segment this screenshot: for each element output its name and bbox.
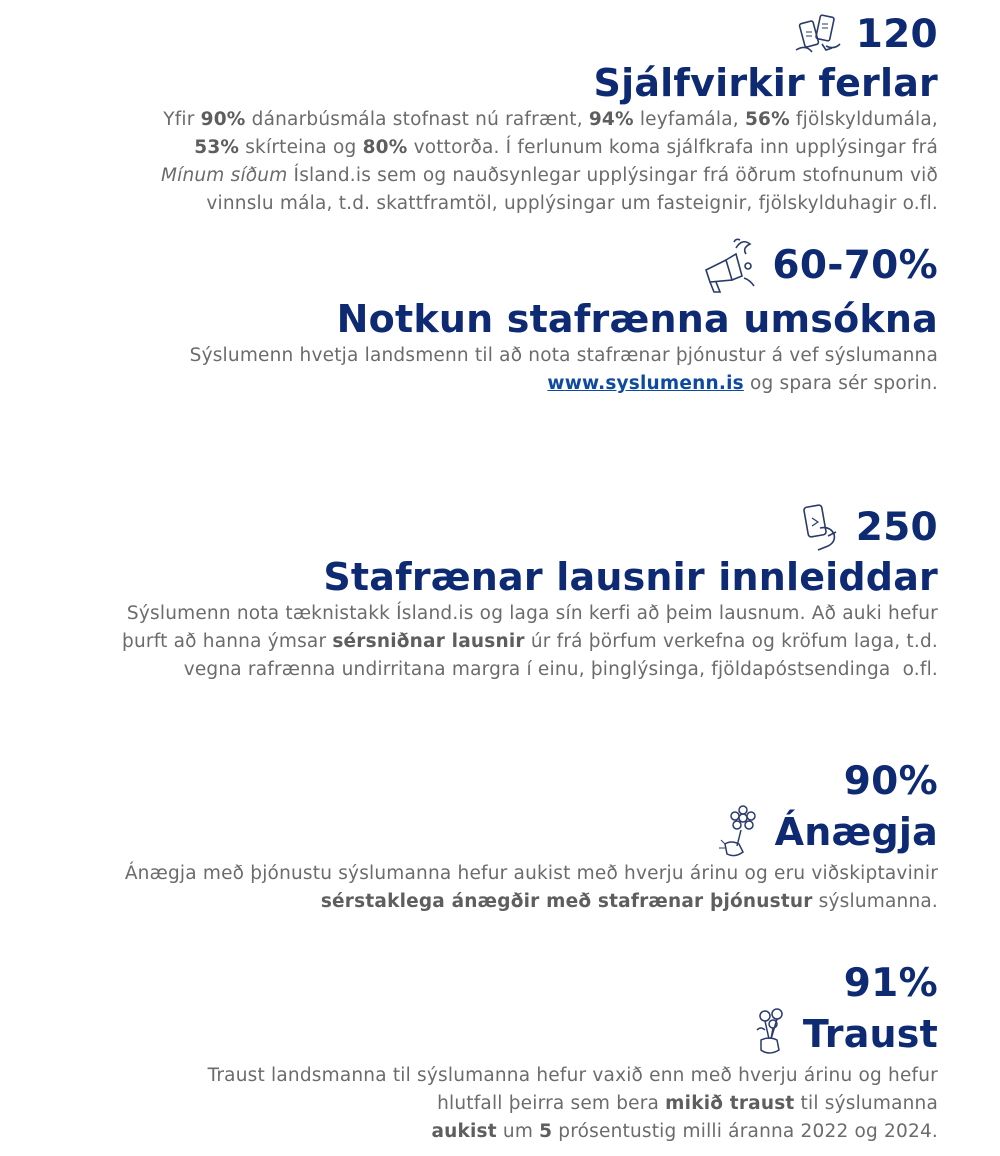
- bold-text: 80%: [362, 137, 408, 158]
- stat-value: 90%: [843, 759, 938, 804]
- body-line: [125, 888, 938, 916]
- website-link[interactable]: www.syslumenn.is: [547, 373, 744, 394]
- text: Ánægja með þjónustu sýslumanna hefur aukist með hverju árinu og eru viðskiptavinir: [124, 863, 938, 884]
- heading-row: [125, 804, 938, 860]
- bold-text: 53%: [194, 137, 240, 158]
- text: sýslumanna.: [812, 891, 938, 912]
- text: og spara sér sporin.: [743, 373, 938, 394]
- section-body: [161, 106, 938, 218]
- text: um: [496, 1121, 540, 1142]
- body-line: [122, 600, 938, 628]
- megaphone-icon: [696, 236, 762, 296]
- phone-hand-icon: [794, 502, 846, 554]
- body-line: [161, 134, 938, 162]
- section-heading: Stafrænar lausnir innleiddar: [323, 555, 938, 599]
- section-trust: [208, 962, 938, 1146]
- stat-value: 60-70%: [772, 243, 938, 288]
- stat-row: [190, 236, 938, 296]
- section-body: [122, 600, 938, 684]
- body-line: [190, 370, 938, 398]
- text: Sýslumenn hvetja landsmenn til að nota stafrænar þjónustur á vef sýslumanna: [189, 345, 938, 366]
- section-heading: Notkun stafrænna umsókna: [336, 297, 938, 341]
- text: skírteina og: [239, 137, 363, 158]
- bouquet-hand-icon: [749, 1006, 793, 1062]
- body-line: [125, 860, 938, 888]
- text: Yfir: [163, 109, 201, 130]
- text: fjölskyldumála,: [789, 109, 938, 130]
- section-body: [125, 860, 938, 916]
- body-line: [122, 628, 938, 656]
- stat-value: 120: [855, 12, 938, 57]
- bold-text: 56%: [744, 109, 790, 130]
- stat-value: 91%: [843, 961, 938, 1006]
- text: dánarbúsmála stofnast nú rafrænt,: [245, 109, 589, 130]
- text: prósentustig milli áranna 2022 og 2024.: [552, 1121, 938, 1142]
- stat-row: [125, 760, 938, 804]
- phones-icon: [792, 10, 846, 60]
- bold-text: 90%: [200, 109, 246, 130]
- bold-text: mikið traust: [665, 1093, 795, 1114]
- section-body: [190, 342, 938, 398]
- section-heading: Ánægja: [774, 810, 938, 854]
- body-line: [161, 106, 938, 134]
- section-heading: Sjálfvirkir ferlar: [593, 61, 938, 105]
- text: vottorða. Í ferlunum koma sjálfkrafa inn upplýsingar frá: [407, 137, 938, 158]
- stat-value: 250: [855, 505, 938, 550]
- body-line: [161, 190, 938, 218]
- body-line: [161, 162, 938, 190]
- bold-text: sérsniðnar lausnir: [332, 631, 525, 652]
- text: úr frá þörfum verkefna og kröfum laga, t.d.: [524, 631, 938, 652]
- text: hlutfall þeirra sem bera: [437, 1093, 666, 1114]
- text: Traust landsmanna til sýslumanna hefur vaxið enn með hverju árinu og hefur: [207, 1065, 938, 1086]
- text: vinnslu mála, t.d. skattframtöl, upplýsingar um fasteignir, fjölskylduhagir o.fl.: [206, 193, 938, 214]
- section-digital-applications: [190, 236, 938, 398]
- section-satisfaction: [125, 760, 938, 916]
- text: Ísland.is sem og nauðsynlegar upplýsingar frá öðrum stofnunum við: [287, 165, 938, 186]
- body-line: [122, 656, 938, 684]
- bold-text: 5: [539, 1121, 553, 1142]
- stat-row: [161, 10, 938, 60]
- italic-text: Mínum síðum: [160, 165, 288, 186]
- heading-row: [208, 1006, 938, 1062]
- section-heading: Traust: [802, 1012, 938, 1056]
- text: þurft að hanna ýmsar: [122, 631, 333, 652]
- stat-row: [208, 962, 938, 1006]
- body-line: [208, 1090, 938, 1118]
- text: leyfamála,: [633, 109, 745, 130]
- bold-text: sérstaklega ánægðir með stafrænar þjónustur: [320, 891, 813, 912]
- body-line: [208, 1062, 938, 1090]
- bold-text: 94%: [588, 109, 634, 130]
- body-line: [190, 342, 938, 370]
- text: vegna rafrænna undirritana margra í einu, þinglýsinga, fjöldapóstsendinga o.fl.: [183, 659, 938, 680]
- text: til sýslumanna: [794, 1093, 938, 1114]
- body-line: [208, 1118, 938, 1146]
- section-digital-solutions: [122, 502, 938, 684]
- stat-row: [122, 502, 938, 554]
- bold-text: aukist: [431, 1121, 497, 1142]
- section-automation: [161, 10, 938, 218]
- section-body: [208, 1062, 938, 1146]
- text: Sýslumenn nota tæknistakk Ísland.is og laga sín kerfi að þeim lausnum. Að auki hefur: [126, 603, 938, 624]
- flower-hand-icon: [715, 804, 765, 860]
